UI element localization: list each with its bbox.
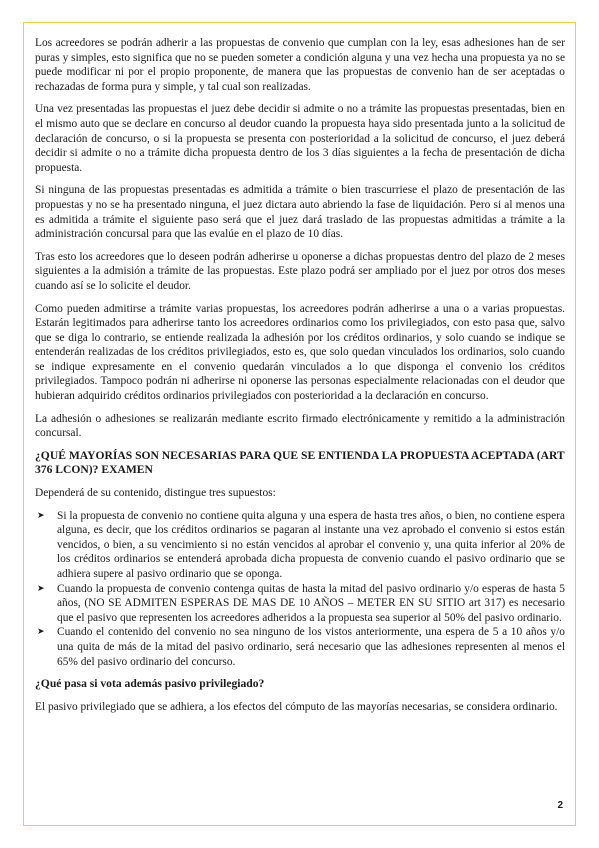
list-item-text: Cuando el contenido del convenio no sea ninguno de los vistos anteriormente, una espera de 5 a 10 años y/o una quita de más de la mitad del pasivo ordinario, será necesario que las adhesiones representen al menos el 65% del pasivo ordinario del concurso. [57, 626, 565, 668]
list-item [35, 582, 565, 626]
list-item-text: Cuando la propuesta de convenio contenga quitas de hasta la mitad del pasivo ordinario y/o esperas de hasta 5 años, (NO SE ADMITEN ESPERAS DE MAS DE 10 AÑOS – METER EN SU SITIO art 317) es necesario que el pasivo que representen los acreedores adheridos a la propuesta sea superior al 50% del pasivo ordinario. [57, 582, 565, 624]
list-item [35, 509, 565, 582]
arrowhead-bullet-icon: ➤ [37, 510, 45, 521]
paragraph-adhesions: Los acreedores se podrán adherir a las propuestas de convenio que cumplan con la ley, esas adhesiones han de ser puras y simples, esto significa que no se pueden someter a condición alguna y una vez hecha una propuesta ya no se puede modificar ni por el propio proponente, de manera que las propuestas de convenio han de ser aceptadas o rechazadas de forma pura y simple, y tal cual son realizadas. [35, 37, 565, 93]
bullet-list [35, 509, 565, 670]
paragraph-liquidation: Si ninguna de las propuestas presentadas es admitida a trámite o bien trascurriese el plazo de presentación de las propuestas y no se ha presentado ninguna, el juez dictara auto abriendo la fase de liquidación. Pero si al menos una es admitida a trámite el siguiente paso será que el juez dará traslado de las propuestas admitidas a trámite a la administración concursal para que las evalúe en el plazo de 10 días. [35, 184, 565, 241]
page-number: 2 [557, 800, 563, 811]
intro-paragraph: Dependerá de su contenido, distingue tres supuestos: [35, 487, 276, 500]
final-paragraph: El pasivo privilegiado que se adhiera, a los efectos del cómputo de las mayorías necesarias, se considera ordinario. [35, 700, 558, 713]
paragraph-electronic-filing: La adhesión o adhesiones se realizarán mediante escrito firmado electrónicamente y remitido a la administración concursal. [35, 412, 565, 440]
section-heading-majorities: ¿QUÉ MAYORÍAS SON NECESARIAS PARA QUE SE ENTIENDA LA PROPUESTA ACEPTADA (ART 376 LCON)? EXAMEN [35, 448, 565, 477]
paragraph-admission: Una vez presentadas las propuestas el juez debe decidir si admite o no a trámite las propuestas presentadas, bien en el mismo auto que se declare en concurso al deudor cuando la propuesta haya sido presentada junto a la solicitud de declaración de concurso, o si la propuesta se presenta con posterioridad a la solicitud de concurso, el juez deberá decidir si admite o no a trámite dicha propuesta dentro de los 3 días siguientes a la fecha de presentación de dicha propuesta. [35, 103, 565, 174]
arrowhead-bullet-icon: ➤ [37, 627, 45, 638]
section-heading-privileged: ¿Qué pasa si vota además pasivo privilegiado? [35, 677, 265, 691]
list-item [35, 625, 565, 669]
list-item-text: Si la propuesta de convenio no contiene quita alguna y una espera de hasta tres años, o bien, no contiene espera alguna, es decir, que los créditos ordinarios se pagaran al instante una vez aprobado el convenio si estos están vencidos, o bien, a su vencimiento si no están vencidos al aprobar el convenio y, una quita inferior al 20% de los créditos ordinarios se entenderá aprobada dicha propuesta de convenio cuando el pasivo ordinario que se adhiera supere al pasivo ordinario que se oponga. [57, 509, 565, 580]
paragraph-deadline: Tras esto los acreedores que lo deseen podrán adherirse u oponerse a dichas propuestas dentro del plazo de 2 meses siguientes a la admisión a trámite de las propuestas. Este plazo podrá ser ampliado por el juez por otros dos meses cuando así se lo solicite el deudor. [35, 250, 565, 292]
page-content [35, 36, 565, 722]
arrowhead-bullet-icon: ➤ [37, 583, 45, 594]
paragraph-legitimation: Como pueden admitirse a trámite varias propuestas, los acreedores podrán adherirse a una o a varias propuestas. Estarán legitimados para adherirse tanto los acreedores ordinarios como los privilegiados, con esto pasa que, salvo que se diga lo contrario, se entiende realizada la adhesión por los créditos ordinarios, y solo cuando se indique se entenderán realizadas de los créditos privilegiados, esto es, que solo quedan vinculados los ordinarios, solo cuando se indique expresamente en el convenio quedarán vinculados a lo que disponga el convenio los créditos privilegiados. Tampoco podrán ni adherirse ni oponerse las personas especialmente relacionadas con el deudor que hubieran adquirido créditos ordinarios privilegiados con posterioridad a la declaración en concurso. [35, 302, 565, 403]
